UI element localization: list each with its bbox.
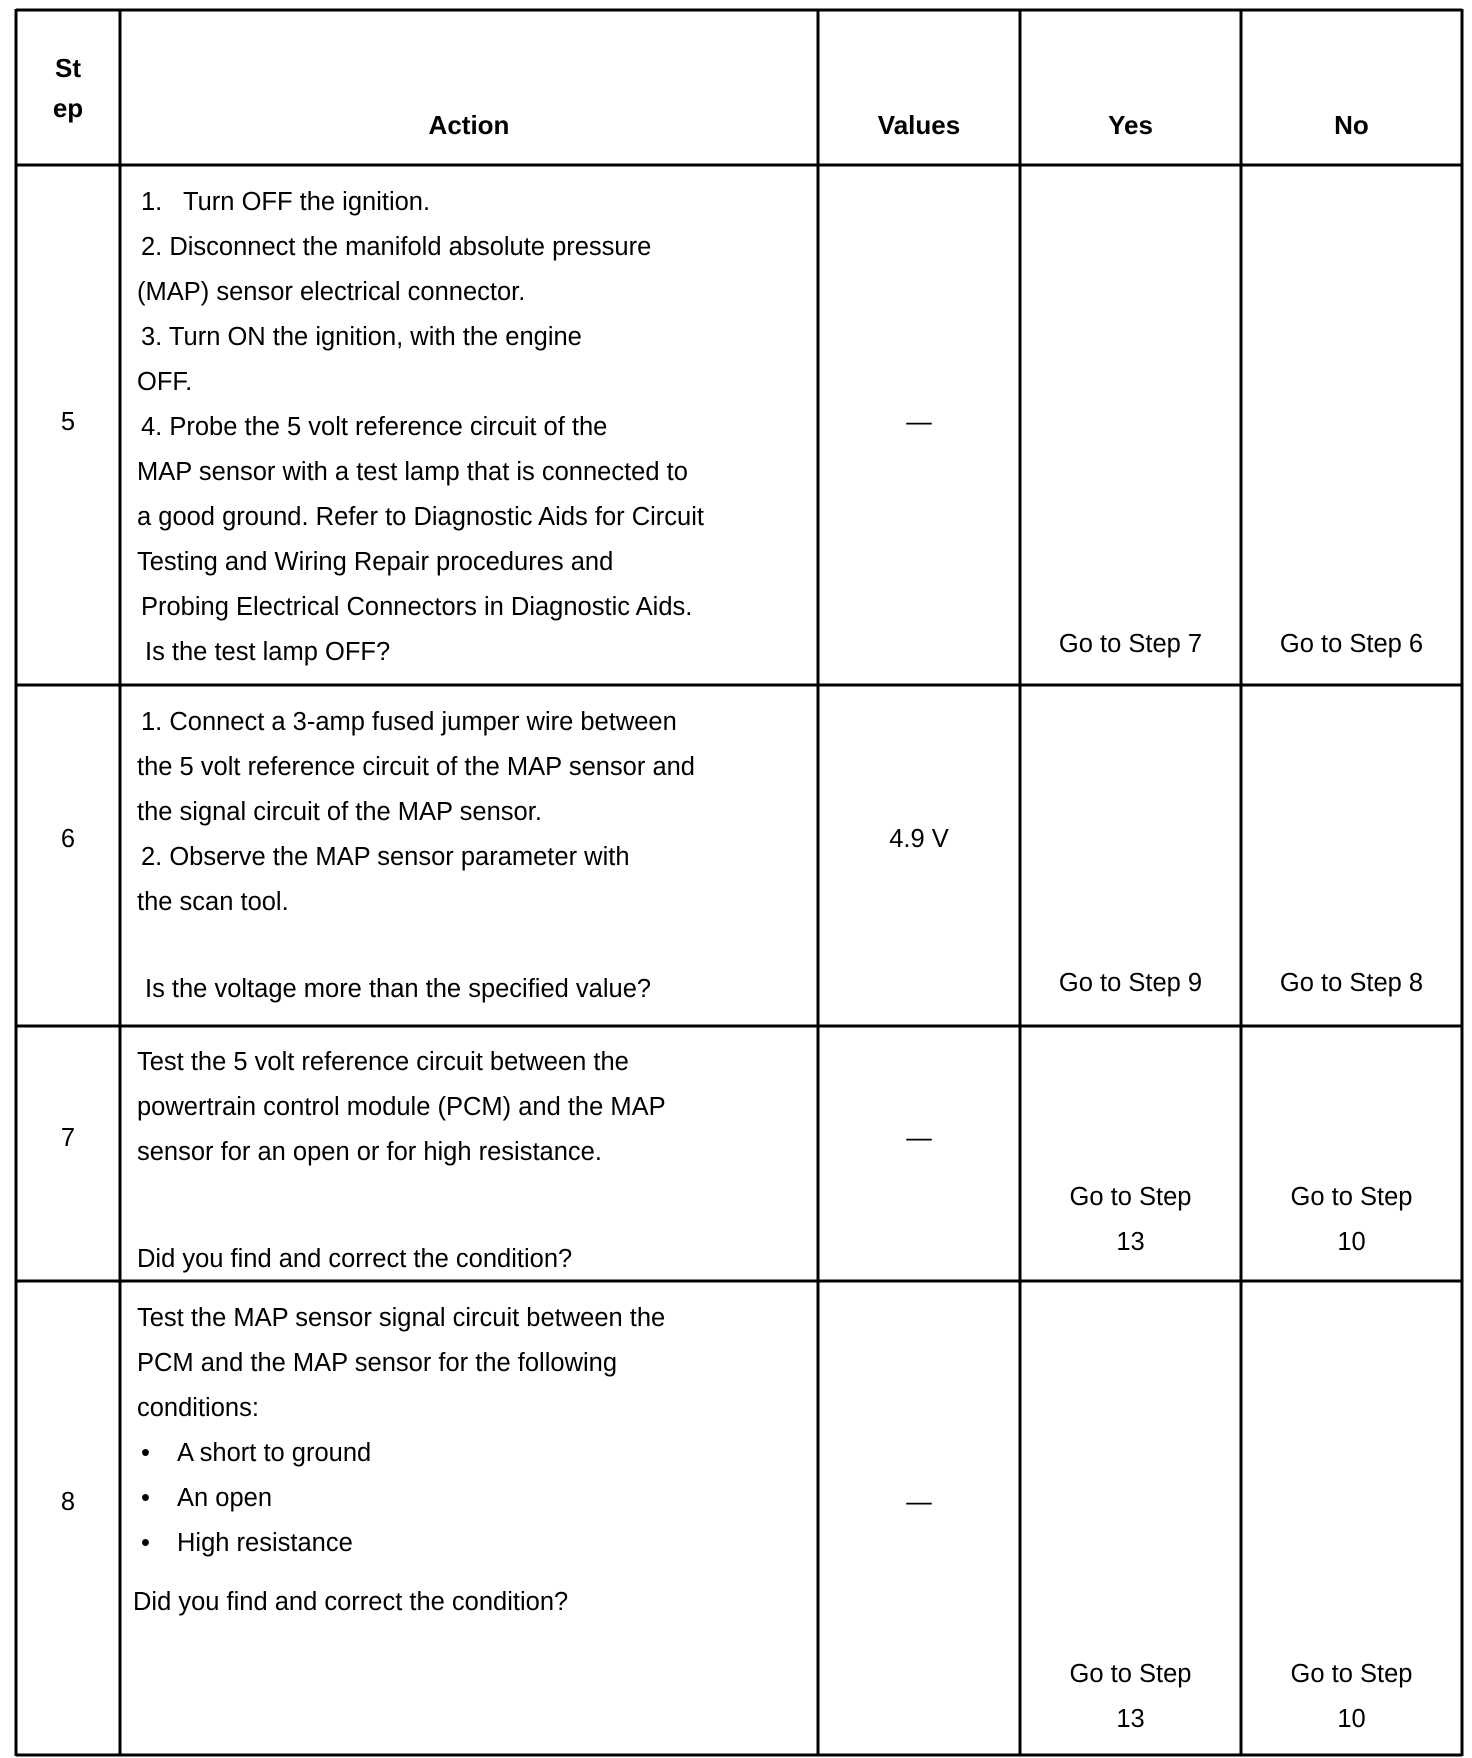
bullet-icon: • [141, 1484, 150, 1512]
step-number: 7 [60, 1124, 76, 1152]
action-line: 2. Disconnect the manifold absolute pressure [141, 233, 652, 261]
yes-line: Go to Step [1069, 1183, 1192, 1211]
action-line: 1. Turn OFF the ignition. [141, 188, 431, 216]
action-line: the scan tool. [137, 888, 289, 916]
yes-line: 13 [1116, 1228, 1145, 1256]
action-line: Test the 5 volt reference circuit between the [137, 1048, 629, 1076]
action-question: Is the test lamp OFF? [145, 638, 391, 666]
action-text [137, 700, 807, 1012]
header-step [16, 10, 120, 165]
bullet-item: • A short to ground [137, 1431, 807, 1476]
action-line: the 5 volt reference circuit of the MAP sensor and [137, 753, 695, 781]
action-line: (MAP) sensor electrical connector. [137, 278, 526, 306]
action-line: the signal circuit of the MAP sensor. [137, 798, 542, 826]
action-line: Testing and Wiring Repair procedures and [137, 548, 614, 576]
action-line [137, 1175, 807, 1237]
action-line: 3. Turn ON the ignition, with the engine [141, 323, 582, 351]
action-text [133, 1296, 807, 1625]
yes-cell [1020, 1175, 1241, 1265]
no-line: Go to Step [1290, 1660, 1413, 1688]
bullet-item: • An open [137, 1476, 807, 1521]
value-cell: — [906, 1124, 932, 1152]
yes-line: Go to Step [1069, 1660, 1192, 1688]
action-line: 2. Observe the MAP sensor parameter with [141, 843, 630, 871]
action-question: Did you find and correct the condition? [137, 1245, 573, 1273]
no-cell: Go to Step 6 [1279, 630, 1424, 658]
bullet-icon: • [141, 1439, 150, 1467]
no-line: 10 [1337, 1228, 1366, 1256]
action-line: sensor for an open or for high resistance. [137, 1138, 602, 1166]
action-line: conditions: [137, 1394, 259, 1422]
action-text [137, 1040, 807, 1282]
yes-cell [1020, 1652, 1241, 1742]
header-action: Action [428, 109, 510, 140]
header-values: Values [877, 109, 961, 140]
action-line: 1. Connect a 3-amp fused jumper wire between [141, 708, 677, 736]
no-line: Go to Step [1290, 1183, 1413, 1211]
action-line: PCM and the MAP sensor for the following [137, 1349, 618, 1377]
action-question: Did you find and correct the condition? [133, 1588, 569, 1616]
yes-line: 13 [1116, 1705, 1145, 1733]
action-question: Is the voltage more than the specified value? [145, 975, 652, 1003]
bullet-item: • High resistance [137, 1521, 807, 1566]
no-cell [1241, 1175, 1462, 1265]
action-line [137, 925, 807, 970]
no-cell [1241, 1652, 1462, 1742]
action-line: Probing Electrical Connectors in Diagnostic Aids. [141, 593, 693, 621]
step-number: 5 [60, 408, 76, 436]
no-cell: Go to Step 8 [1279, 969, 1424, 997]
value-cell: 4.9 V [889, 825, 949, 853]
action-line: MAP sensor with a test lamp that is connected to [137, 458, 688, 486]
header-yes: Yes [1108, 109, 1153, 140]
yes-cell: Go to Step 9 [1058, 969, 1203, 997]
step-number: 6 [60, 825, 76, 853]
no-line: 10 [1337, 1705, 1366, 1733]
action-line: Test the MAP sensor signal circuit between the [137, 1304, 666, 1332]
header-no: No [1334, 109, 1369, 140]
value-cell: — [906, 408, 932, 436]
step-number: 8 [60, 1488, 76, 1516]
yes-cell: Go to Step 7 [1058, 630, 1203, 658]
action-text [137, 180, 807, 675]
header-step-line-1: St [55, 52, 81, 83]
header-step-line-2: ep [52, 92, 84, 123]
bullet-icon: • [141, 1529, 150, 1557]
action-line: a good ground. Refer to Diagnostic Aids for Circuit [137, 503, 704, 531]
action-line: OFF. [137, 368, 193, 396]
action-line: powertrain control module (PCM) and the MAP [137, 1093, 666, 1121]
action-line: 4. Probe the 5 volt reference circuit of the [141, 413, 608, 441]
value-cell: — [906, 1488, 932, 1516]
